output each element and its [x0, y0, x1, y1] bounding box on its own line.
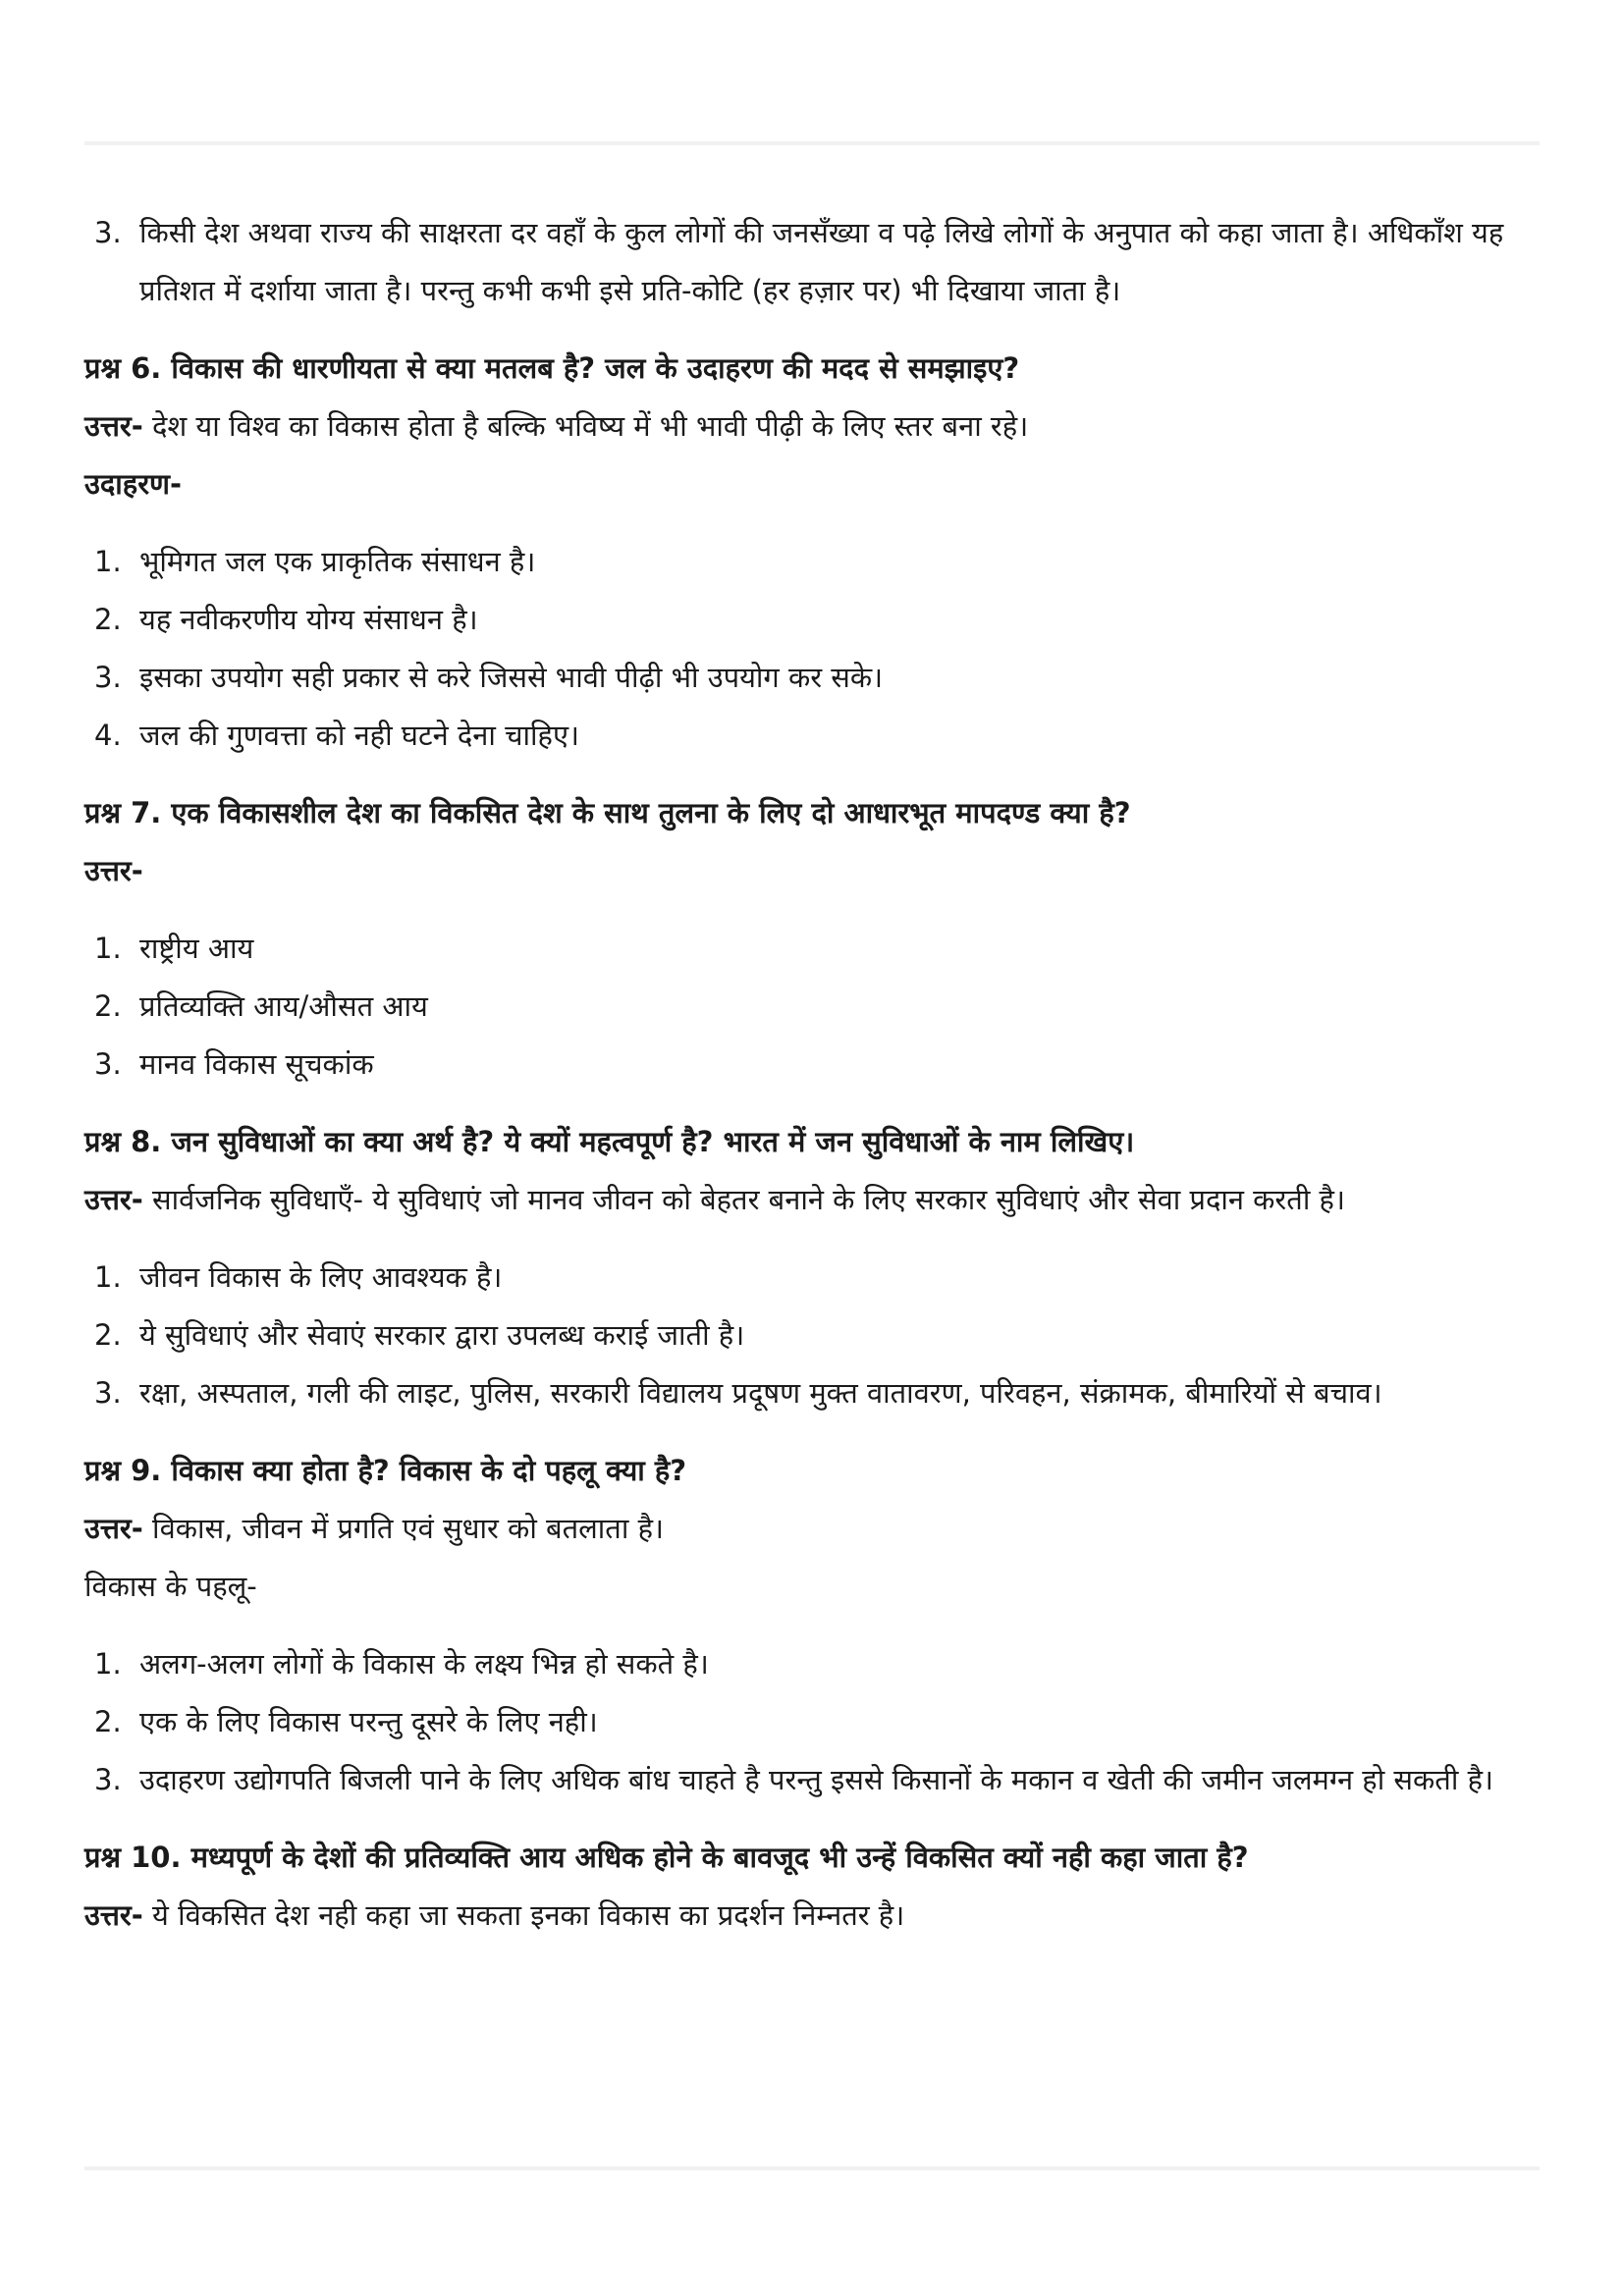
- answer-label: उत्तर-: [84, 1512, 143, 1545]
- list-item-text: एक के लिए विकास परन्तु दूसरे के लिए नही।: [139, 1705, 598, 1738]
- list-item: [84, 1635, 1547, 1693]
- list-item: [84, 1751, 1547, 1809]
- answer-label: उत्तर-: [84, 409, 143, 443]
- top-divider: [84, 141, 1540, 145]
- list-item-number: 2.: [94, 603, 122, 636]
- answer-text: देश या विश्व का विकास होता है बल्कि भविष्य में भी भावी पीढ़ी के लिए स्तर बना रहे।: [142, 409, 1029, 443]
- question-10: प्रश्न 10. मध्यपूर्ण के देशों की प्रतिव्यक्ति आय अधिक होने के बावजूद भी उन्हें विकसित क्यों नही कहा जाता है?: [84, 1841, 1249, 1874]
- list-item: [84, 707, 1547, 765]
- list-item: [84, 1249, 1547, 1307]
- question-8: प्रश्न 8. जन सुविधाओं का क्या अर्थ है? ये क्यों महत्वपूर्ण है? भारत में जन सुविधाओं के नाम लिखिए।: [84, 1125, 1135, 1158]
- list-item-number: 2.: [94, 1318, 122, 1352]
- list-item: [84, 1307, 1547, 1364]
- question-6: प्रश्न 6. विकास की धारणीयता से क्या मतलब है? जल के उदाहरण की मदद से समझाइए?: [84, 351, 1020, 385]
- list-item: [84, 1036, 1547, 1094]
- list-item: [84, 1364, 1547, 1422]
- answer-label: उत्तर-: [84, 1183, 143, 1216]
- answer-7-list: [84, 920, 1547, 1094]
- list-item-text: इसका उपयोग सही प्रकार से करे जिससे भावी पीढ़ी भी उपयोग कर सके।: [139, 661, 884, 694]
- list-item: [84, 204, 1547, 320]
- list-item-text: प्रतिव्यक्ति आय/औसत आय: [139, 989, 428, 1023]
- list-item-number: 2.: [94, 1705, 122, 1738]
- list-item-text: किसी देश अथवा राज्य की साक्षरता दर वहाँ के कुल लोगों की जनसँख्या व पढ़े लिखे लोगों के अनुपात को कहा जाता है। अधिकाँश यह प्रतिशत में दर्शाया जाता है। परन्तु कभी कभी इसे प्रति-कोटि (हर हज़ार पर) भी दिखाया जाता है।: [139, 216, 1504, 307]
- answer-text: सार्वजनिक सुविधाएँ- ये सुविधाएं जो मानव जीवन को बेहतर बनाने के लिए सरकार सुविधाएं और सेवा प्रदान करती है।: [142, 1183, 1345, 1216]
- list-item-number: 1.: [94, 1647, 122, 1681]
- list-item-number: 4.: [94, 719, 122, 752]
- list-item: [84, 591, 1547, 649]
- list-item-number: 1.: [94, 545, 122, 578]
- bottom-divider: [84, 2166, 1540, 2170]
- list-item: [84, 1693, 1547, 1751]
- list-item: [84, 533, 1547, 591]
- list-item-number: 1.: [94, 1260, 122, 1294]
- example-label: उदाहरण-: [84, 467, 183, 501]
- list-item-number: 2.: [94, 989, 122, 1023]
- list-item-text: उदाहरण उद्योगपति बिजली पाने के लिए अधिक बांध चाहते है परन्तु इससे किसानों के मकान व खेती की जमीन जलमग्न हो सकती है।: [139, 1763, 1493, 1796]
- answer-6-list: [84, 533, 1547, 765]
- list-item-number: 1.: [94, 932, 122, 965]
- answer-6: [84, 398, 1547, 455]
- list-item-text: राष्ट्रीय आय: [139, 932, 254, 965]
- list-item-text: जीवन विकास के लिए आवश्यक है।: [139, 1260, 503, 1294]
- list-item-number: 3.: [94, 1047, 122, 1081]
- answer-label: उत्तर-: [84, 854, 143, 887]
- list-item-text: यह नवीकरणीय योग्य संसाधन है।: [139, 603, 478, 636]
- list-item-number: 3.: [94, 216, 122, 249]
- answer-8: [84, 1171, 1547, 1229]
- answer-9: [84, 1500, 1547, 1558]
- list-item: [84, 920, 1547, 978]
- list-item-number: 3.: [94, 1763, 122, 1796]
- question-7: प्रश्न 7. एक विकासशील देश का विकसित देश के साथ तुलना के लिए दो आधारभूत मापदण्ड क्या है?: [84, 796, 1131, 829]
- list-item-text: अलग-अलग लोगों के विकास के लक्ष्य भिन्न हो सकते है।: [139, 1647, 709, 1681]
- answer-text: विकास, जीवन में प्रगति एवं सुधार को बतलाता है।: [142, 1512, 664, 1545]
- document-body: [84, 204, 1547, 1945]
- list-item: [84, 649, 1547, 707]
- answer-8-list: [84, 1249, 1547, 1422]
- list-item-text: मानव विकास सूचकांक: [139, 1047, 374, 1081]
- list-item-text: ये सुविधाएं और सेवाएं सरकार द्वारा उपलब्ध कराई जाती है।: [139, 1318, 745, 1352]
- list-item: [84, 978, 1547, 1036]
- aspects-label: विकास के पहलू-: [84, 1570, 257, 1603]
- answer-9-list: [84, 1635, 1547, 1809]
- question-9: प्रश्न 9. विकास क्या होता है? विकास के दो पहलू क्या है?: [84, 1454, 687, 1487]
- answer-text: ये विकसित देश नही कहा जा सकता इनका विकास का प्रदर्शन निम्नतर है।: [142, 1898, 905, 1932]
- prev-answer-list: [84, 204, 1547, 320]
- list-item-text: रक्षा, अस्पताल, गली की लाइट, पुलिस, सरकारी विद्यालय प्रदूषण मुक्त वातावरण, परिवहन, संक्रामक, बीमारियों से बचाव।: [139, 1376, 1382, 1410]
- list-item-number: 3.: [94, 661, 122, 694]
- list-item-number: 3.: [94, 1376, 122, 1410]
- list-item-text: जल की गुणवत्ता को नही घटने देना चाहिए।: [139, 719, 579, 752]
- answer-label: उत्तर-: [84, 1898, 143, 1932]
- answer-10: [84, 1887, 1547, 1945]
- list-item-text: भूमिगत जल एक प्राकृतिक संसाधन है।: [139, 545, 536, 578]
